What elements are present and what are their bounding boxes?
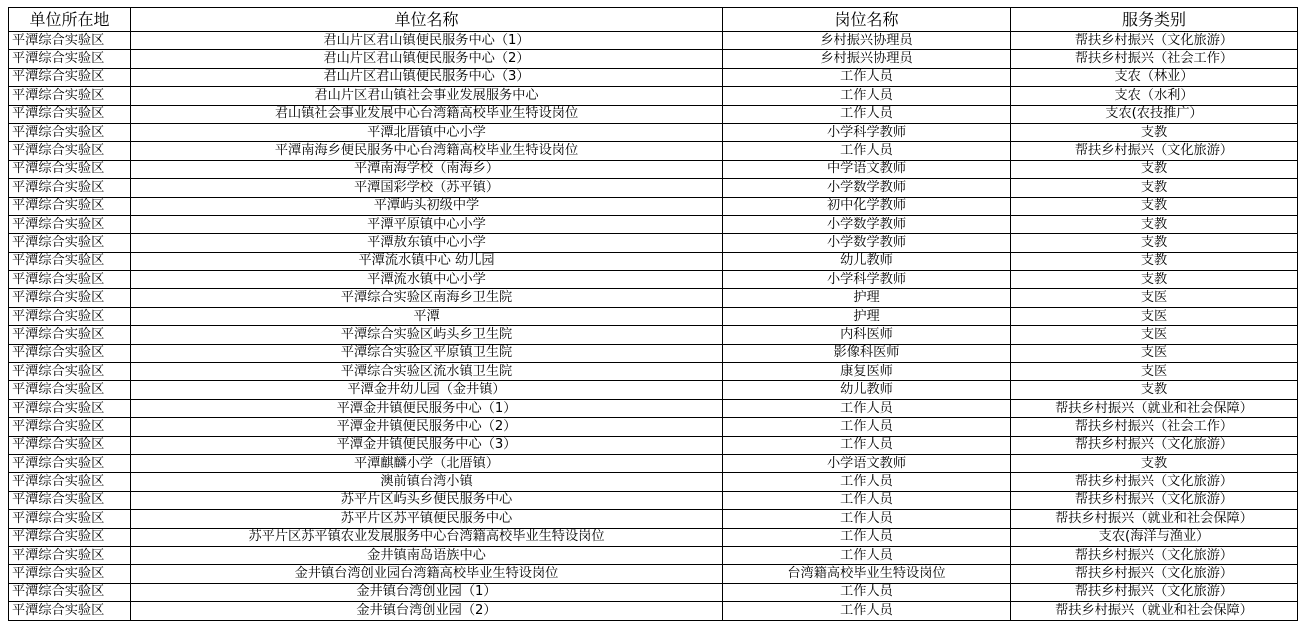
cell-position-name[interactable]: 小学数学教师	[723, 179, 1011, 197]
table-row	[9, 289, 1298, 307]
spreadsheet	[8, 7, 1298, 621]
cell-location[interactable]: 平潭综合实验区	[9, 510, 131, 528]
cell-unit-name[interactable]: 平潭金井幼儿园（金井镇）	[131, 381, 723, 399]
cell-service-category[interactable]: 帮扶乡村振兴（就业和社会保障）	[1011, 399, 1298, 417]
cell-service-category[interactable]: 帮扶乡村振兴（文化旅游）	[1011, 142, 1298, 160]
cell-location[interactable]: 平潭综合实验区	[9, 50, 131, 68]
cell-location[interactable]: 平潭综合实验区	[9, 215, 131, 233]
table-row	[9, 546, 1298, 564]
cell-unit-name[interactable]: 平潭平原镇中心小学	[131, 215, 723, 233]
table-row	[9, 160, 1298, 178]
cell-unit-name[interactable]: 平潭北厝镇中心小学	[131, 123, 723, 141]
cell-unit-name[interactable]: 平潭流水镇中心 幼儿园	[131, 252, 723, 270]
cell-unit-name[interactable]: 平潭综合实验区屿头乡卫生院	[131, 326, 723, 344]
cell-position-name[interactable]: 中学语文教师	[723, 160, 1011, 178]
table-row	[9, 105, 1298, 123]
cell-service-category[interactable]: 帮扶乡村振兴（就业和社会保障）	[1011, 602, 1298, 620]
cell-unit-name[interactable]: 金井镇台湾创业园（1）	[131, 583, 723, 601]
cell-location[interactable]: 平潭综合实验区	[9, 363, 131, 381]
cell-location[interactable]: 平潭综合实验区	[9, 142, 131, 160]
cell-unit-name[interactable]: 君山片区君山镇便民服务中心（1）	[131, 32, 723, 50]
table-row	[9, 491, 1298, 509]
cell-location[interactable]: 平潭综合实验区	[9, 528, 131, 546]
cell-service-category[interactable]: 支教	[1011, 252, 1298, 270]
cell-service-category[interactable]: 支农(海洋与渔业）	[1011, 528, 1298, 546]
cell-unit-name[interactable]: 金井镇台湾创业园台湾籍高校毕业生特设岗位	[131, 565, 723, 583]
cell-service-category[interactable]: 支教	[1011, 123, 1298, 141]
cell-position-name[interactable]: 初中化学教师	[723, 197, 1011, 215]
cell-service-category[interactable]: 支农（林业）	[1011, 68, 1298, 86]
cell-location[interactable]: 平潭综合实验区	[9, 123, 131, 141]
table-row	[9, 436, 1298, 454]
cell-service-category[interactable]: 支医	[1011, 307, 1298, 325]
cell-position-name[interactable]: 工作人员	[723, 436, 1011, 454]
cell-service-category[interactable]: 支教	[1011, 234, 1298, 252]
cell-position-name[interactable]: 乡村振兴协理员	[723, 50, 1011, 68]
cell-unit-name[interactable]: 金井镇南岛语族中心	[131, 546, 723, 564]
table-row	[9, 510, 1298, 528]
cell-service-category[interactable]: 支医	[1011, 326, 1298, 344]
cell-unit-name[interactable]: 平潭南海乡便民服务中心台湾籍高校毕业生特设岗位	[131, 142, 723, 160]
header-location[interactable]: 单位所在地	[9, 8, 131, 32]
table-row	[9, 363, 1298, 381]
table-row	[9, 307, 1298, 325]
header-service-category[interactable]: 服务类别	[1011, 8, 1298, 32]
header-position-name[interactable]: 岗位名称	[723, 8, 1011, 32]
cell-position-name[interactable]: 工作人员	[723, 528, 1011, 546]
cell-position-name[interactable]: 小学语文教师	[723, 454, 1011, 472]
cell-service-category[interactable]: 帮扶乡村振兴（社会工作）	[1011, 418, 1298, 436]
cell-location[interactable]: 平潭综合实验区	[9, 344, 131, 362]
cell-service-category[interactable]: 支医	[1011, 289, 1298, 307]
cell-unit-name[interactable]: 君山片区君山镇社会事业发展服务中心	[131, 87, 723, 105]
table-row	[9, 197, 1298, 215]
header-unit-name[interactable]: 单位名称	[131, 8, 723, 32]
cell-service-category[interactable]: 支农(农技推广）	[1011, 105, 1298, 123]
table-row	[9, 179, 1298, 197]
table-row	[9, 344, 1298, 362]
cell-position-name[interactable]: 小学数学教师	[723, 234, 1011, 252]
cell-unit-name[interactable]: 平潭国彩学校（苏平镇）	[131, 179, 723, 197]
cell-location[interactable]: 平潭综合实验区	[9, 436, 131, 454]
cell-location[interactable]: 平潭综合实验区	[9, 68, 131, 86]
table-row	[9, 326, 1298, 344]
cell-location[interactable]: 平潭综合实验区	[9, 473, 131, 491]
cell-service-category[interactable]: 支教	[1011, 160, 1298, 178]
table-row	[9, 142, 1298, 160]
cell-unit-name[interactable]: 平潭南海学校（南海乡）	[131, 160, 723, 178]
cell-position-name[interactable]: 小学数学教师	[723, 215, 1011, 233]
cell-location[interactable]: 平潭综合实验区	[9, 418, 131, 436]
cell-location[interactable]: 平潭综合实验区	[9, 326, 131, 344]
table-row	[9, 234, 1298, 252]
cell-position-name[interactable]: 工作人员	[723, 105, 1011, 123]
cell-location[interactable]: 平潭综合实验区	[9, 583, 131, 601]
cell-position-name[interactable]: 工作人员	[723, 142, 1011, 160]
cell-service-category[interactable]: 帮扶乡村振兴（文化旅游）	[1011, 565, 1298, 583]
table-row	[9, 252, 1298, 270]
cell-service-category[interactable]: 支教	[1011, 215, 1298, 233]
cell-service-category[interactable]: 支医	[1011, 363, 1298, 381]
cell-service-category[interactable]: 帮扶乡村振兴（文化旅游）	[1011, 546, 1298, 564]
cell-location[interactable]: 平潭综合实验区	[9, 197, 131, 215]
cell-unit-name[interactable]: 君山片区君山镇便民服务中心（2）	[131, 50, 723, 68]
cell-service-category[interactable]: 支教	[1011, 454, 1298, 472]
cell-service-category[interactable]: 帮扶乡村振兴（文化旅游）	[1011, 32, 1298, 50]
cell-unit-name[interactable]: 苏平片区屿头乡便民服务中心	[131, 491, 723, 509]
cell-unit-name[interactable]: 平潭综合实验区平原镇卫生院	[131, 344, 723, 362]
cell-position-name[interactable]: 工作人员	[723, 473, 1011, 491]
table-row	[9, 68, 1298, 86]
cell-location[interactable]: 平潭综合实验区	[9, 179, 131, 197]
cell-service-category[interactable]: 帮扶乡村振兴（文化旅游）	[1011, 583, 1298, 601]
table-body	[9, 32, 1298, 621]
cell-location[interactable]: 平潭综合实验区	[9, 307, 131, 325]
table-row	[9, 381, 1298, 399]
table-row	[9, 583, 1298, 601]
cell-unit-name[interactable]: 君山片区君山镇便民服务中心（3）	[131, 68, 723, 86]
cell-location[interactable]: 平潭综合实验区	[9, 252, 131, 270]
table-row	[9, 418, 1298, 436]
positions-table	[8, 7, 1298, 621]
cell-location[interactable]: 平潭综合实验区	[9, 381, 131, 399]
cell-position-name[interactable]: 工作人员	[723, 602, 1011, 620]
table-row	[9, 528, 1298, 546]
cell-unit-name[interactable]: 苏平片区苏平镇农业发展服务中心台湾籍高校毕业生特设岗位	[131, 528, 723, 546]
cell-location[interactable]: 平潭综合实验区	[9, 234, 131, 252]
cell-service-category[interactable]: 帮扶乡村振兴（文化旅游）	[1011, 473, 1298, 491]
cell-position-name[interactable]: 工作人员	[723, 546, 1011, 564]
cell-position-name[interactable]: 小学科学教师	[723, 271, 1011, 289]
cell-unit-name[interactable]: 平潭流水镇中心小学	[131, 271, 723, 289]
cell-unit-name[interactable]: 平潭金井镇便民服务中心（3）	[131, 436, 723, 454]
table-row	[9, 123, 1298, 141]
cell-location[interactable]: 平潭综合实验区	[9, 105, 131, 123]
cell-position-name[interactable]: 工作人员	[723, 583, 1011, 601]
table-row	[9, 50, 1298, 68]
table-row	[9, 565, 1298, 583]
cell-location[interactable]: 平潭综合实验区	[9, 602, 131, 620]
table-row	[9, 454, 1298, 472]
cell-service-category[interactable]: 帮扶乡村振兴（就业和社会保障）	[1011, 510, 1298, 528]
cell-unit-name[interactable]: 平潭麒麟小学（北厝镇）	[131, 454, 723, 472]
cell-service-category[interactable]: 支教	[1011, 179, 1298, 197]
cell-position-name[interactable]: 幼儿教师	[723, 381, 1011, 399]
table-row	[9, 473, 1298, 491]
cell-position-name[interactable]: 乡村振兴协理员	[723, 32, 1011, 50]
cell-unit-name[interactable]: 平潭	[131, 307, 723, 325]
cell-position-name[interactable]: 工作人员	[723, 87, 1011, 105]
table-row	[9, 215, 1298, 233]
cell-service-category[interactable]: 支教	[1011, 271, 1298, 289]
cell-location[interactable]: 平潭综合实验区	[9, 454, 131, 472]
cell-position-name[interactable]: 工作人员	[723, 491, 1011, 509]
cell-location[interactable]: 平潭综合实验区	[9, 546, 131, 564]
cell-unit-name[interactable]: 平潭综合实验区流水镇卫生院	[131, 363, 723, 381]
cell-position-name[interactable]: 工作人员	[723, 418, 1011, 436]
cell-service-category[interactable]: 支教	[1011, 381, 1298, 399]
table-row	[9, 87, 1298, 105]
cell-position-name[interactable]: 工作人员	[723, 68, 1011, 86]
cell-location[interactable]: 平潭综合实验区	[9, 565, 131, 583]
table-row	[9, 271, 1298, 289]
cell-position-name[interactable]: 护理	[723, 289, 1011, 307]
cell-location[interactable]: 平潭综合实验区	[9, 160, 131, 178]
cell-position-name[interactable]: 影像科医师	[723, 344, 1011, 362]
cell-position-name[interactable]: 工作人员	[723, 510, 1011, 528]
cell-service-category[interactable]: 帮扶乡村振兴（文化旅游）	[1011, 491, 1298, 509]
cell-unit-name[interactable]: 平潭敖东镇中心小学	[131, 234, 723, 252]
table-row	[9, 602, 1298, 620]
cell-location[interactable]: 平潭综合实验区	[9, 399, 131, 417]
table-row	[9, 32, 1298, 50]
cell-unit-name[interactable]: 金井镇台湾创业园（2）	[131, 602, 723, 620]
cell-location[interactable]: 平潭综合实验区	[9, 289, 131, 307]
cell-service-category[interactable]: 支医	[1011, 344, 1298, 362]
cell-position-name[interactable]: 内科医师	[723, 326, 1011, 344]
cell-position-name[interactable]: 台湾籍高校毕业生特设岗位	[723, 565, 1011, 583]
cell-unit-name[interactable]: 平潭金井镇便民服务中心（2）	[131, 418, 723, 436]
cell-position-name[interactable]: 康复医师	[723, 363, 1011, 381]
table-row	[9, 399, 1298, 417]
cell-service-category[interactable]: 支农（水利）	[1011, 87, 1298, 105]
header-row	[9, 8, 1298, 32]
cell-service-category[interactable]: 帮扶乡村振兴（社会工作）	[1011, 50, 1298, 68]
cell-position-name[interactable]: 小学科学教师	[723, 123, 1011, 141]
cell-service-category[interactable]: 支教	[1011, 197, 1298, 215]
cell-unit-name[interactable]: 平潭综合实验区南海乡卫生院	[131, 289, 723, 307]
cell-position-name[interactable]: 幼儿教师	[723, 252, 1011, 270]
cell-service-category[interactable]: 帮扶乡村振兴（文化旅游）	[1011, 436, 1298, 454]
cell-location[interactable]: 平潭综合实验区	[9, 32, 131, 50]
cell-location[interactable]: 平潭综合实验区	[9, 87, 131, 105]
cell-unit-name[interactable]: 平潭金井镇便民服务中心（1）	[131, 399, 723, 417]
cell-position-name[interactable]: 护理	[723, 307, 1011, 325]
cell-unit-name[interactable]: 苏平片区苏平镇便民服务中心	[131, 510, 723, 528]
cell-location[interactable]: 平潭综合实验区	[9, 491, 131, 509]
cell-position-name[interactable]: 工作人员	[723, 399, 1011, 417]
cell-unit-name[interactable]: 澳前镇台湾小镇	[131, 473, 723, 491]
cell-unit-name[interactable]: 君山镇社会事业发展中心台湾籍高校毕业生特设岗位	[131, 105, 723, 123]
cell-unit-name[interactable]: 平潭屿头初级中学	[131, 197, 723, 215]
cell-location[interactable]: 平潭综合实验区	[9, 271, 131, 289]
